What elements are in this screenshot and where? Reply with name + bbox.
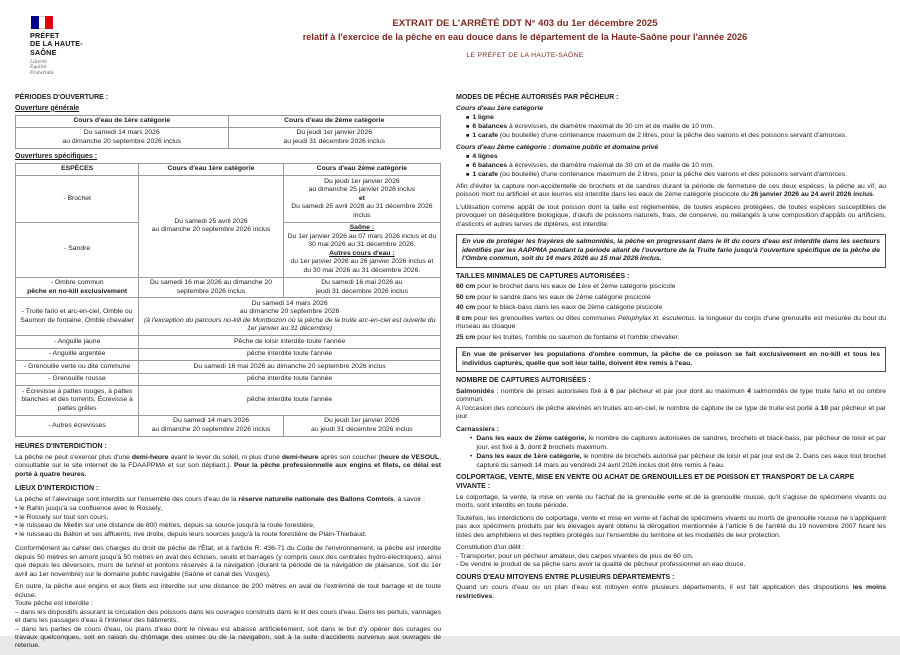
section-heading-hours: HEURES D'INTERDICTION : [15, 442, 107, 450]
paragraph-closure: Afin d'éviter la capture non-accidentelle de brochets et de sandres durant la période de fermeture de ces deux espèces, la pêche au vif, au poisson mort ou artificiel et aux leurres est interdite dans les eaux de 2ème catégorie piscicole du 26 janvier 2026 au 24 avril 2026 inclus. [456, 182, 886, 199]
list-item: ■ 1 carafe (ou bouteille) d'une contenance maximum de 2 litres, pour la pêche des vairons et des poissons servant d'amorces. [466, 132, 848, 140]
species-name-cell: - Anguille jaune [16, 336, 139, 348]
table-cell: pêche interdite toute l'année [139, 348, 441, 360]
subheading-general-opening: Ouverture générale [15, 104, 80, 112]
size-rule: 40 cm pour le black-bass dans les eaux de 2ème catégorie piscicole [456, 304, 663, 312]
ombre-no-kill-box: En vue de préserver les populations d'ombre commun, la pêche de ce poisson se fait exclusivement en no-kill et tous les individus capturés, quelle que soit leur taille, doivent être remis à l'eau. [456, 347, 886, 372]
flag-blue-stripe [31, 16, 39, 29]
list-item: • Dans les eaux de 2ème catégorie, le nombre de captures autorisées de sandres, brochets et black-bass, par pêcheur de loisir et par jour, est fixé à 3, dont 2 brochets maximum. [470, 435, 886, 451]
list-item: ■ 6 balances à écrevisses, de diamètre maximal de 30 cm et de maille de 10 mm. [466, 123, 715, 131]
table-header-row [16, 115, 441, 127]
column-header: ESPÈCES [16, 163, 139, 175]
list-item: ■ 4 lignes [466, 153, 498, 161]
table-cell: Du jeudi 1er janvier 2026 au jeudi 31 décembre 2026 inclus [283, 415, 440, 436]
species-name-cell: - Brochet [16, 176, 139, 222]
subheading-carnivores: Carnassiers : [456, 425, 500, 433]
square-bullet-icon: ■ [466, 115, 470, 122]
section-heading-counts: NOMBRE DE CAPTURES AUTORISÉES : [456, 377, 591, 385]
section-heading-border-waters: COURS D'EAU MITOYENS ENTRE PLUSIEURS DÉPARTEMENTS : [456, 573, 675, 581]
list-item: ■ 1 ligne [466, 114, 494, 122]
document-title-line1: EXTRAIT DE L'ARRÊTÉ DDT N° 403 du 1er décembre 2025 [392, 18, 658, 29]
species-name-cell: - Sandre [16, 222, 139, 277]
list-item: ■ 6 balances à écrevisses, de diamètre maximal de 30 cm et de maille de 10 mm. [466, 162, 715, 170]
square-bullet-icon: ■ [466, 172, 470, 179]
species-opening-table [15, 163, 441, 437]
places-bullet-list [15, 505, 441, 539]
dot-bullet-icon: • [470, 435, 473, 443]
table-cell: Du samedi 16 mai 2026 au dimanche 20 septembre 2026 inclus [139, 361, 441, 373]
square-bullet-icon: ■ [466, 124, 470, 131]
species-name-cell: - Grenouille rousse [16, 373, 139, 385]
section-heading-sizes: TAILLES MINIMALES DE CAPTURES AUTORISÉES : [456, 272, 630, 280]
table-cell: pêche interdite toute l'année [139, 373, 441, 385]
size-rule: 60 cm pour le brochet dans les eaux de 1ère et 2ème catégorie piscicole [456, 283, 676, 291]
species-row-ombre [16, 277, 441, 298]
subheading-specific-openings: Ouvertures spécifiques : [15, 152, 98, 160]
table-cell: Du samedi 16 mai 2026 au dimanche 20 septembre 2026 inclus [139, 277, 284, 298]
column-header: Cours d'eau 2ème catégorie [283, 163, 440, 175]
table-cell: Du samedi 14 mars 2026 au dimanche 20 septembre 2026 inclus [139, 415, 284, 436]
document-subtitle: LE PRÉFET DE LA HAUTE-SAÔNE [466, 52, 584, 60]
list-item: • le ruisseau du Ballon et ses affluents, rive droite, depuis leurs sources jusqu'à la route forestière de Plain-Thiebaud. [15, 530, 367, 538]
french-flag-icon [31, 16, 53, 29]
paragraph-places-2: Conformément au cahier des charges du droit de pêche de l'État, et à l'article R. 436-71 du Code de l'environnement, la pêche est interdite depuis 50 mètres en amont jusqu'à 50 mètres en aval des écluses, seuils et barrages (y compris ceux des centrales hydro-électriques), ainsi que depuis les déversoirs, murs de tunnel et pontons réservés à la navigation (durant la période de la navigation de plaisance, soit du 1er avril au 1er novembre) sur le domaine public navigable (Saône et canal des Vosges). [15, 545, 441, 578]
species-name-cell: - Ombre commun pêche en no-kill exclusivement [16, 277, 139, 298]
section-heading-peddling: COLPORTAGE, VENTE, MISE EN VENTE OU ACHAT DE GRENOUILLES ET DE POISSON ET TRANSPORT DE LA CARPE VIVANTE : [456, 474, 855, 490]
table-cell: Du samedi 14 mars 2026 au dimanche 20 septembre 2026 inclus [16, 127, 229, 148]
square-bullet-icon: ■ [466, 163, 470, 170]
column-header: Cours d'eau de 1ère catégorie [16, 115, 229, 127]
paragraph-offense: Constitution d'un délit : - Transporter, pour un pêcheur amateur, des carpes vivantes de plus de 60 cm. - De vendre le produit de sa pêche sans avoir la qualité de pêcheur professionnel en eau douce. [456, 544, 746, 569]
modes-cat2-list [466, 153, 886, 179]
paragraph-peddling-1: Le colportage, la vente, la mise en vente ou l'achat de la grenouille verte et de la grenouille rousse, qu'il s'agisse de spécimens vivants ou morts, sont interdits en toute période. [456, 493, 886, 510]
table-cell: pêche interdite toute l'année [139, 386, 441, 415]
table-cell: Du samedi 16 mai 2026 au jeudi 31 décembre 2026 inclus [283, 277, 440, 298]
list-item: • le Rossely sur tout son cours, [15, 513, 109, 521]
section-heading-places: LIEUX D'INTERDICTION : [15, 484, 99, 492]
table-header-row [16, 163, 441, 175]
carnivores-list [470, 435, 886, 470]
species-row-ecrevisse [16, 386, 441, 415]
table-cell: Du samedi 25 avril 2026 au dimanche 20 septembre 2026 inclus [139, 176, 284, 277]
species-row-anguille-jaune [16, 336, 441, 348]
size-rule: 50 cm pour le sandre dans les eaux de 2ème catégorie piscicole [456, 293, 651, 301]
list-item: • le ruisseau de Miellin sur une distance de 800 mètres, depuis sa source jusqu'à la route forestière, [15, 522, 315, 530]
right-column [456, 94, 886, 605]
column-header: Cours d'eau de 2ème catégorie [228, 115, 441, 127]
species-name-cell: - Autres écrevisses [16, 415, 139, 436]
species-name-cell: - Truite fario et arc-en-ciel, Omble ou Saumon de fontaine, Omble chevalier [16, 298, 139, 336]
species-row-anguille-argentee [16, 348, 441, 360]
species-name-cell: - Grenouille verte ou dite commune [16, 361, 139, 373]
species-row-brochet [16, 176, 441, 222]
table-cell: Du jeudi 1er janvier 2026 au dimanche 25 janvier 2026 inclus et Du samedi 25 avril 2026 au 31 décembre 2026 inclus [283, 176, 440, 222]
square-bullet-icon: ■ [466, 154, 470, 161]
paragraph-peddling-2: Toutefois, les interdictions de colportage, vente et mise en vente et l'achat de spécimens vivants ou morts de grenouille rousse ne s'appliquent pas aux spécimens produits par les élevages ayant obtenu la dérogation mentionnée à l'article 6 de l'arrêté du 19 novembre 2007 fixant les listes des amphibiens et des reptiles protégés sur l'ensemble du territoire et les modalités de leur protection. [456, 514, 886, 539]
list-item: ■ 1 carafe (ou bouteille) d'une contenance maximum de 2 litres, pour la pêche des vairons et des poissons servant d'amorces. [466, 171, 848, 179]
size-rule: 25 cm pour les truites, l'omble ou saumon de fontaine et l'omble chevalier. [456, 333, 680, 341]
table-cell: Pêche de loisir interdite toute l'année [139, 336, 441, 348]
table-cell: Du samedi 14 mars 2026 au dimanche 20 septembre 2026 (à l'exception du parcours no-kill de Montbozon où la pêche de la truite arc-en-ciel est ouverte du 1er janvier au 31 décembre) [139, 298, 441, 336]
species-name-cell: - Écrevisse à pattes rouges, à pattes blanches et des torrents, Écrevisse à pattes grêles [16, 386, 139, 415]
prefecture-name: PRÉFET DE LA HAUTE- SAÔNE [30, 31, 83, 57]
paragraph-bait: L'utilisation comme appât de tout poisson dont la taille est réglementée, de toutes espèces protégées, de toutes espèces susceptibles de provoquer un déséquilibre biologique, d'œufs de poissons naturels, frais, de conserve, ou mélangés à une composition d'appâts ou artificiels, d'asticots et autres larves de diptères, est interdite. [456, 203, 886, 228]
species-name-cell: - Anguille argentée [16, 348, 139, 360]
subheading-cat1: Cours d'eau 1ère catégorie [456, 104, 543, 112]
table-cell: Du jeudi 1er janvier 2026 au jeudi 31 décembre 2026 inclus [228, 127, 441, 148]
republic-motto: Liberté Égalité Fraternité [30, 59, 54, 76]
column-header: Cours d'eau 1ère catégorie [139, 163, 284, 175]
left-column [15, 94, 441, 655]
document-title-block [170, 18, 880, 61]
paragraph-salmonids: Salmonidés : nombre de prises autorisées fixé à 6 par pêcheur et par jour dont au maximum 4 salmonidés de type truite fario et ou ombre commun. A l'occasion des concours de pêche alevinés en truites arc-en-ciel, le nombre de capture de ce type de truite est porté à 10 par pêcheur et par jour. [456, 387, 887, 421]
document-title-line2: relatif à l'exercice de la pêche en eau douce dans le département de la Haute-Saône pour l'année 2026 [302, 31, 748, 42]
spawning-protection-box: En vue de protéger les frayères de salmonidés, la pêche en progressant dans le lit du cours d'eau est interdite dans les secteurs identifiés par les AAPPMA pendant la période allant de l'ouverture de la Truite fario jusqu'à l'ouverture spécifique de la pêche de l'Ombre commun, soit du 14 mars 2026 au 15 mai 2026 inclus. [456, 234, 886, 267]
paragraph-border-waters: Quand un cours d'eau ou un plan d'eau est mitoyen entre plusieurs départements, il est fait application des dispositions les moins restrictives. [456, 584, 886, 600]
dot-bullet-icon: • [470, 453, 473, 461]
species-row-truite [16, 298, 441, 336]
list-item: • Dans les eaux de 1ère catégorie, le nombre de brochets autorisé par pêcheur de loisir et par jour est de 2. Dans ces eaux tout brochet capturé du samedi 14 mars au vendredi 24 avril 2026 inclus doit être remis à l'eau. [470, 453, 886, 469]
subheading-cat2: Cours d'eau 2ème catégorie : domaine public et domaine privé [456, 143, 659, 151]
square-bullet-icon: ■ [466, 133, 470, 140]
modes-cat1-list [466, 114, 886, 140]
flag-red-stripe [45, 16, 53, 29]
section-heading-modes: MODES DE PÊCHE AUTORISÉS PAR PÊCHEUR : [456, 94, 619, 101]
paragraph-hours: La pêche ne peut s'exercer plus d'une demi-heure avant le lever du soleil, ni plus d'une demi-heure après son coucher (heure de VESOUL, consultable sur le site internet de la FDAAPPMA et sur son dépliant.). Pour la pêche professionnelle aux engins et filets, ce délai est porté à quatre heures. [15, 453, 441, 478]
section-heading-periods: PÉRIODES D'OUVERTURE : [15, 94, 109, 101]
prefecture-logo [30, 16, 150, 76]
general-opening-table [15, 115, 441, 149]
species-row-grenouille-rousse [16, 373, 441, 385]
size-rule: 8 cm pour les grenouilles vertes ou dites communes Pelophylax kl. esculentus. la longueur du corps d'une grenouille est mesurée du bout du museau au cloaque [456, 314, 886, 331]
table-cell: Saône : Du 1er janvier 2026 au 07 mars 2026 inclus et du 30 mai 2026 au 31 décembre 2026. Autres cours d'eau : du 1er janvier 2026 au 26 janvier 2026 inclus et du 30 mai 2026 au 31 décembre 2026. [283, 222, 440, 277]
paragraph-places-intro: La pêche et l'alevinage sont interdits sur l'ensemble des cours d'eau de la réserve naturelle nationale des Ballons Comtois, à savoir : [15, 495, 426, 503]
table-row [16, 127, 441, 148]
species-row-grenouille-verte [16, 361, 441, 373]
list-item: • le Rahin jusqu'à sa confluence avec le Rossely, [15, 505, 163, 513]
paragraph-places-3: En outre, la pêche aux engins et aux filets est interdite sur une distance de 200 mètres en aval de l'extrémité de tout barrage et de toute écluse. Toute pêche est interdite : – dans les dispositifs assurant la circulation des poissons dans les ouvrages construits dans le lit des cours d'eau. Dans les pertuis, vannages et dans les passages d'eau à l'intérieur des bâtiments. – dans les parties de cours d'eau, ou plans d'eau dont le niveau est abaissé artificiellement, soit dans le but d'y opérer des curages ou travaux quelconques, soit en raison du chômage des usines ou de la navigation, soit à la suite d'accidents survenus aux ouvrages de retenue. [15, 583, 441, 650]
species-row-autres-ecrevisses [16, 415, 441, 436]
